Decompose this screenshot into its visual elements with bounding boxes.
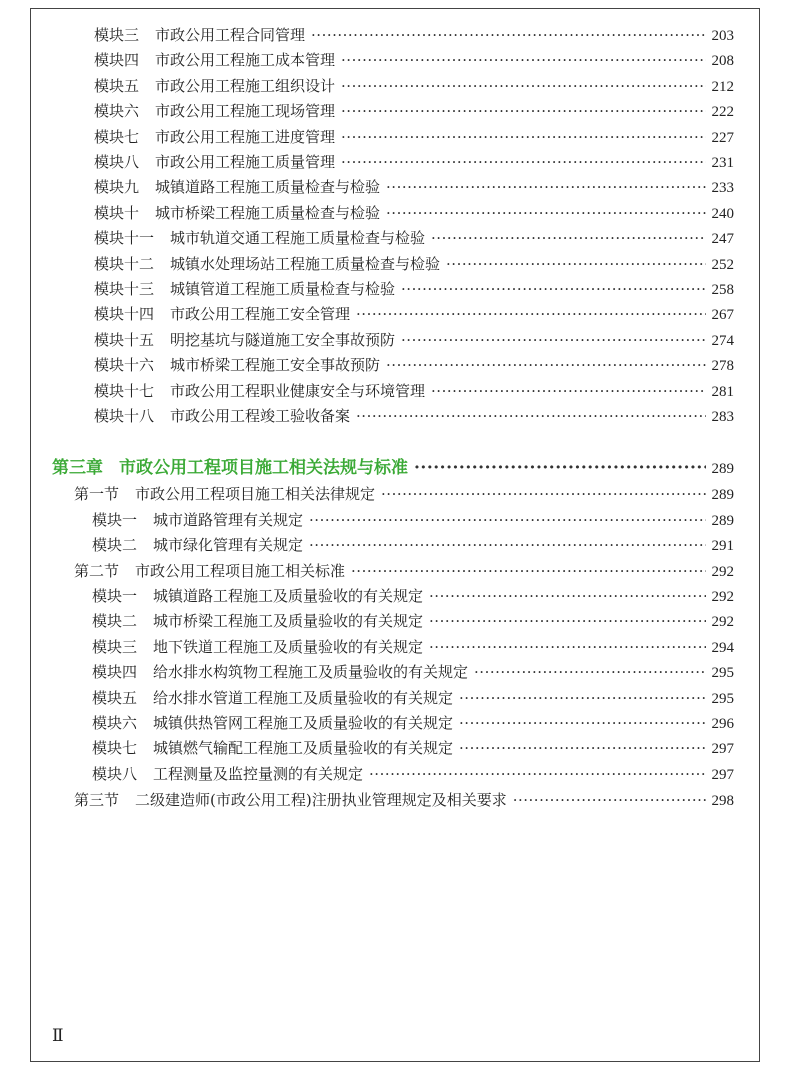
toc-entry-page: 240: [711, 205, 734, 222]
toc-entry-title: 市政公用工程施工组织设计: [155, 76, 336, 95]
toc-entry-label: 模块十六: [94, 356, 155, 375]
toc-entry-title: 市政公用工程合同管理: [155, 26, 306, 44]
toc-entry-page: 231: [711, 155, 734, 171]
toc-entry-title: 城镇道路工程施工及质量验收的有关规定: [153, 587, 424, 605]
toc-entry-label: 模块三: [92, 637, 138, 656]
toc-module-item[interactable]: [94, 126, 734, 148]
toc-entry-title: 市政公用工程施工进度管理: [155, 127, 336, 146]
toc-entry-page: 295: [711, 690, 734, 707]
toc-entry-label: 模块十: [94, 203, 140, 222]
toc-entry-label: 模块七: [94, 127, 140, 146]
toc-entry-label: 模块二: [92, 612, 138, 631]
toc-entry-page: 203: [711, 28, 734, 44]
toc-entry-label: 第三节: [74, 791, 120, 809]
toc-entry-label: 第二节: [74, 562, 120, 580]
dot-leader: [341, 100, 705, 122]
toc-entry-title: 城市桥梁工程施工及质量验收的有关规定: [153, 612, 424, 631]
toc-module-item[interactable]: [92, 712, 734, 734]
toc-entry-page: 294: [711, 639, 734, 656]
toc-entry-label: 模块四: [92, 663, 138, 682]
toc-module-item[interactable]: [92, 585, 734, 607]
toc-entry-page: 233: [711, 180, 734, 197]
dot-leader: [401, 329, 705, 351]
toc-entry-label: 模块七: [92, 739, 138, 758]
toc-entry-title: 给水排水管道工程施工及质量验收的有关规定: [153, 688, 454, 707]
toc-entry-title: 市政公用工程施工安全管理: [170, 305, 351, 324]
toc-module-item[interactable]: [94, 380, 734, 402]
toc-module-item[interactable]: [92, 661, 734, 683]
toc-entry-page: 292: [711, 589, 734, 605]
dot-leader: [386, 176, 705, 198]
dot-leader: [386, 354, 705, 376]
toc-entry-label: 模块八: [92, 764, 138, 783]
dot-leader: [341, 126, 705, 148]
toc-entry-page: 298: [711, 793, 734, 809]
toc-entry-label: 模块十三: [94, 280, 155, 298]
toc-entry-title: 市政公用工程项目施工相关法律规定: [135, 485, 376, 503]
toc-entry-title: 明挖基坑与隧道施工安全事故预防: [170, 330, 396, 349]
dot-leader: [309, 534, 705, 556]
toc-entry-label: 模块三: [94, 26, 140, 44]
dot-leader: [446, 253, 705, 275]
dot-leader: [351, 560, 705, 582]
toc-module-item[interactable]: [94, 405, 734, 427]
toc-module-item[interactable]: [94, 227, 734, 249]
toc-module-item[interactable]: [92, 636, 734, 658]
toc-entry-label: 模块九: [94, 178, 140, 197]
toc-entry-label: 模块十四: [94, 305, 155, 324]
toc-entry-title: 城镇水处理场站工程施工质量检查与检验: [170, 254, 441, 273]
toc-entry-page: 297: [711, 766, 734, 783]
toc-entry-page: 278: [711, 358, 734, 375]
dot-leader: [429, 610, 705, 632]
dot-leader: [414, 457, 706, 479]
toc-entry-title: 城市绿化管理有关规定: [153, 536, 304, 555]
toc-entry-label: 模块八: [94, 153, 140, 171]
toc-entry-page: 227: [711, 129, 734, 146]
toc-chapter-heading[interactable]: [52, 457, 734, 479]
toc-entry-page: 295: [711, 665, 734, 682]
dot-leader: [341, 49, 705, 71]
toc-entry-page: 212: [711, 78, 734, 95]
dot-leader: [429, 585, 705, 607]
toc-module-item[interactable]: [92, 763, 734, 785]
toc-entry-title: 城镇管道工程施工质量检查与检验: [170, 280, 396, 298]
dot-leader: [431, 227, 705, 249]
toc-entry-label: 模块一: [92, 511, 138, 529]
toc-entry-title: 市政公用工程施工质量管理: [155, 153, 336, 171]
toc-entry-title: 城镇供热管网工程施工及质量验收的有关规定: [153, 714, 454, 732]
toc-entry-label: 模块六: [94, 102, 140, 121]
dot-leader: [459, 737, 705, 759]
toc-entry-title: 城市桥梁工程施工质量检查与检验: [155, 203, 381, 222]
toc-entry-title: 城镇道路工程施工质量检查与检验: [155, 178, 381, 197]
toc-entry-page: 281: [711, 383, 734, 400]
toc-module-item[interactable]: [94, 354, 734, 376]
page-number: Ⅱ: [52, 1026, 64, 1045]
toc-entry-page: 267: [711, 307, 734, 324]
toc-entry-page: 296: [711, 716, 734, 732]
toc-entry-page: 283: [711, 409, 734, 425]
toc-section-heading[interactable]: [74, 483, 734, 505]
toc-module-item[interactable]: [94, 151, 734, 173]
toc-entry-title: 工程测量及监控量测的有关规定: [153, 764, 364, 783]
toc-entry-page: 222: [711, 104, 734, 121]
toc-entry-page: 258: [711, 282, 734, 298]
toc-entry-page: 289: [711, 487, 734, 503]
toc-module-item[interactable]: [92, 610, 734, 632]
dot-leader: [309, 509, 705, 531]
toc-section-heading[interactable]: [74, 560, 734, 582]
toc-entry-label: 模块四: [94, 51, 140, 70]
toc-module-item[interactable]: [94, 278, 734, 300]
toc-entry-page: 292: [711, 614, 734, 631]
toc-entry-page: 289: [711, 461, 734, 477]
toc-entry-page: 274: [711, 332, 734, 349]
dot-leader: [401, 278, 705, 300]
toc-entry-label: 模块五: [94, 76, 140, 95]
toc-entry-title: 城市轨道交通工程施工质量检查与检验: [170, 229, 426, 248]
toc-entry-page: 289: [711, 513, 734, 529]
toc-section-heading[interactable]: [74, 789, 734, 811]
toc-entry-title: 市政公用工程职业健康安全与环境管理: [170, 381, 426, 400]
toc-module-item[interactable]: [94, 253, 734, 275]
toc-entry-label: 模块五: [92, 688, 138, 707]
dot-leader: [381, 483, 705, 505]
toc-entry-page: 292: [711, 564, 734, 580]
dot-leader: [311, 24, 705, 46]
toc-entry-title: 给水排水构筑物工程施工及质量验收的有关规定: [153, 663, 469, 682]
toc-entry-title: 二级建造师(市政公用工程)注册执业管理规定及相关要求: [135, 791, 507, 809]
toc-entry-label: 模块十二: [94, 254, 155, 273]
toc-entry-label: 第一节: [74, 485, 120, 503]
dot-leader: [429, 636, 705, 658]
toc-entry-title: 城市桥梁工程施工安全事故预防: [170, 356, 381, 375]
toc-entry-title: 城镇燃气输配工程施工及质量验收的有关规定: [153, 739, 454, 758]
dot-leader: [356, 405, 705, 427]
toc-entry-label: 模块二: [92, 536, 138, 555]
toc-module-item[interactable]: [92, 687, 734, 709]
toc-entry-title: 市政公用工程施工现场管理: [155, 102, 336, 121]
dot-leader: [341, 75, 705, 97]
dot-leader: [513, 789, 706, 811]
dot-leader: [459, 687, 705, 709]
toc-module-item[interactable]: [94, 75, 734, 97]
toc-entry-page: 208: [711, 53, 734, 70]
toc-module-item[interactable]: [94, 24, 734, 46]
toc-entry-label: 第三章: [52, 458, 103, 478]
toc-module-item[interactable]: [92, 737, 734, 759]
dot-leader: [474, 661, 705, 683]
toc-entry-page: 297: [711, 741, 734, 758]
toc-module-item[interactable]: [94, 303, 734, 325]
toc-entry-label: 模块一: [92, 587, 138, 605]
toc-module-item[interactable]: [92, 509, 734, 531]
toc-module-item[interactable]: [94, 176, 734, 198]
toc-entry-page: 291: [711, 538, 734, 555]
toc-entry-page: 252: [711, 256, 734, 273]
dot-leader: [341, 151, 705, 173]
toc-entry-label: 模块十八: [94, 407, 155, 425]
toc-entry-label: 模块六: [92, 714, 138, 732]
toc-module-item[interactable]: [92, 534, 734, 556]
dot-leader: [369, 763, 705, 785]
toc-entry-label: 模块十七: [94, 381, 155, 400]
toc-module-item[interactable]: [94, 329, 734, 351]
dot-leader: [459, 712, 705, 734]
dot-leader: [356, 303, 705, 325]
toc-entry-title: 城市道路管理有关规定: [153, 511, 304, 529]
toc-entry-page: 247: [711, 231, 734, 248]
toc-module-item[interactable]: [94, 49, 734, 71]
toc-entry-title: 市政公用工程项目施工相关法规与标准: [119, 458, 408, 478]
toc-module-item[interactable]: [94, 202, 734, 224]
toc-entry-title: 市政公用工程项目施工相关标准: [135, 562, 346, 580]
toc-entry-label: 模块十五: [94, 330, 155, 349]
toc-module-item[interactable]: [94, 100, 734, 122]
dot-leader: [386, 202, 705, 224]
toc-entry-title: 市政公用工程竣工验收备案: [170, 407, 351, 425]
toc-entry-title: 市政公用工程施工成本管理: [155, 51, 336, 70]
toc-entry-label: 模块十一: [94, 229, 155, 248]
dot-leader: [431, 380, 705, 402]
toc-entry-title: 地下铁道工程施工及质量验收的有关规定: [153, 637, 424, 656]
